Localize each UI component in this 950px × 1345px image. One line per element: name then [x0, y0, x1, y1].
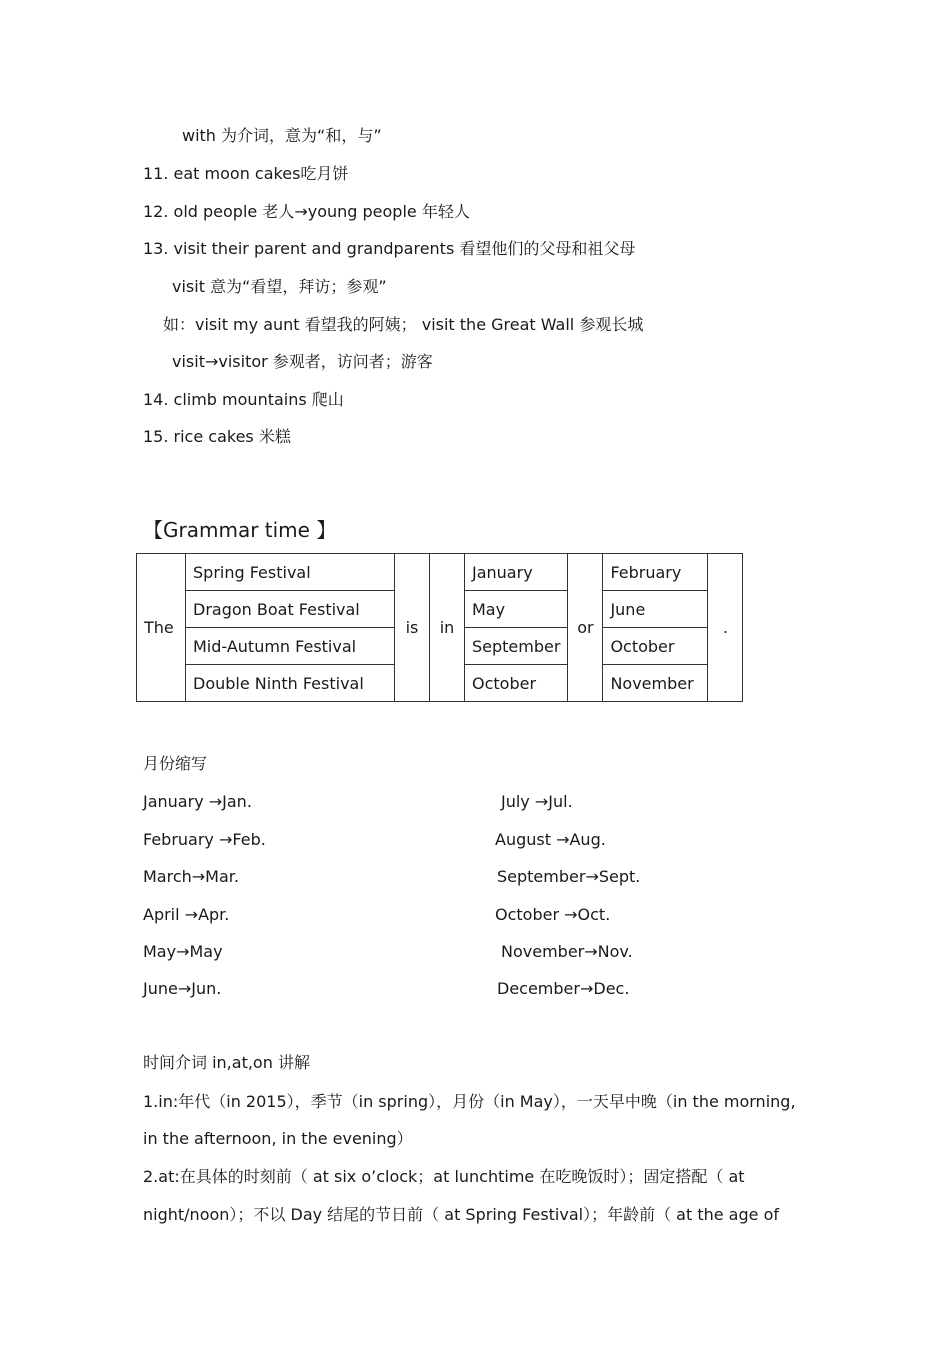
at-explanation-line2: night/noon）；不以 Day 结尾的节日前（ at Spring Festival）；年龄前（ at the age of — [143, 1205, 779, 1224]
visit-note: visit 意为“看望，拜访；参观” — [172, 277, 387, 296]
grammar-table — [136, 553, 743, 702]
month-abbrev-left: January →Jan. — [143, 792, 252, 811]
at-explanation-line1: 2.at:在具体的时刻前（ at six o’clock；at lunchtime 在吃晚饭时）；固定搭配（ at — [143, 1167, 745, 1186]
month-abbrev-right: September→Sept. — [497, 867, 641, 886]
with-note: with 为介词，意为“和，与” — [182, 126, 382, 145]
period-cell: . — [708, 554, 743, 702]
month-abbrev-left: February →Feb. — [143, 830, 266, 849]
festival-cell: Double Ninth Festival — [186, 665, 395, 702]
vocab-item-11: 11. eat moon cakes吃月饼 — [143, 164, 349, 183]
grammar-heading: 【Grammar time 】 — [143, 518, 337, 542]
vocab-item-13: 13. visit their parent and grandparents 看望他们的父母和祖父母 — [143, 239, 636, 258]
month-abbrev-right: December→Dec. — [497, 979, 630, 998]
visitor-note: visit→visitor 参观者，访问者；游客 — [172, 352, 433, 371]
conjunction-cell: or — [568, 554, 603, 702]
table-row — [137, 554, 743, 591]
month-abbrev-left: June→Jun. — [143, 979, 222, 998]
month-cell: September — [465, 628, 568, 665]
festival-cell: Spring Festival — [186, 554, 395, 591]
month-cell: June — [603, 591, 708, 628]
month-abbrev-left: March→Mar. — [143, 867, 239, 886]
month-abbrev-left: April →Apr. — [143, 905, 230, 924]
month-abbrev-right: August →Aug. — [495, 830, 606, 849]
vocab-item-15: 15. rice cakes 米糕 — [143, 427, 291, 446]
month-cell: May — [465, 591, 568, 628]
vocab-item-12: 12. old people 老人→young people 年轻人 — [143, 202, 470, 221]
festival-cell: Mid-Autumn Festival — [186, 628, 395, 665]
months-heading: 月份缩写 — [143, 754, 208, 773]
month-cell: January — [465, 554, 568, 591]
month-cell: February — [603, 554, 708, 591]
in-explanation-line2: in the afternoon, in the evening） — [143, 1129, 413, 1148]
month-abbrev-right: October →Oct. — [495, 905, 611, 924]
month-cell: October — [465, 665, 568, 702]
month-abbrev-right: November→Nov. — [501, 942, 633, 961]
subject-cell: The — [137, 554, 186, 702]
month-cell: October — [603, 628, 708, 665]
month-abbrev-right: July →Jul. — [501, 792, 573, 811]
prepositions-heading: 时间介词 in,at,on 讲解 — [143, 1053, 310, 1072]
month-abbrev-left: May→May — [143, 942, 223, 961]
preposition-cell: in — [430, 554, 465, 702]
visit-example: 如：visit my aunt 看望我的阿姨； visit the Great Wall 参观长城 — [163, 315, 644, 334]
month-cell: November — [603, 665, 708, 702]
festival-cell: Dragon Boat Festival — [186, 591, 395, 628]
vocab-item-14: 14. climb mountains 爬山 — [143, 390, 344, 409]
in-explanation-line1: 1.in:年代（in 2015），季节（in spring），月份（in May），一天早中晚（in the morning, — [143, 1092, 796, 1111]
verb-cell: is — [395, 554, 430, 702]
